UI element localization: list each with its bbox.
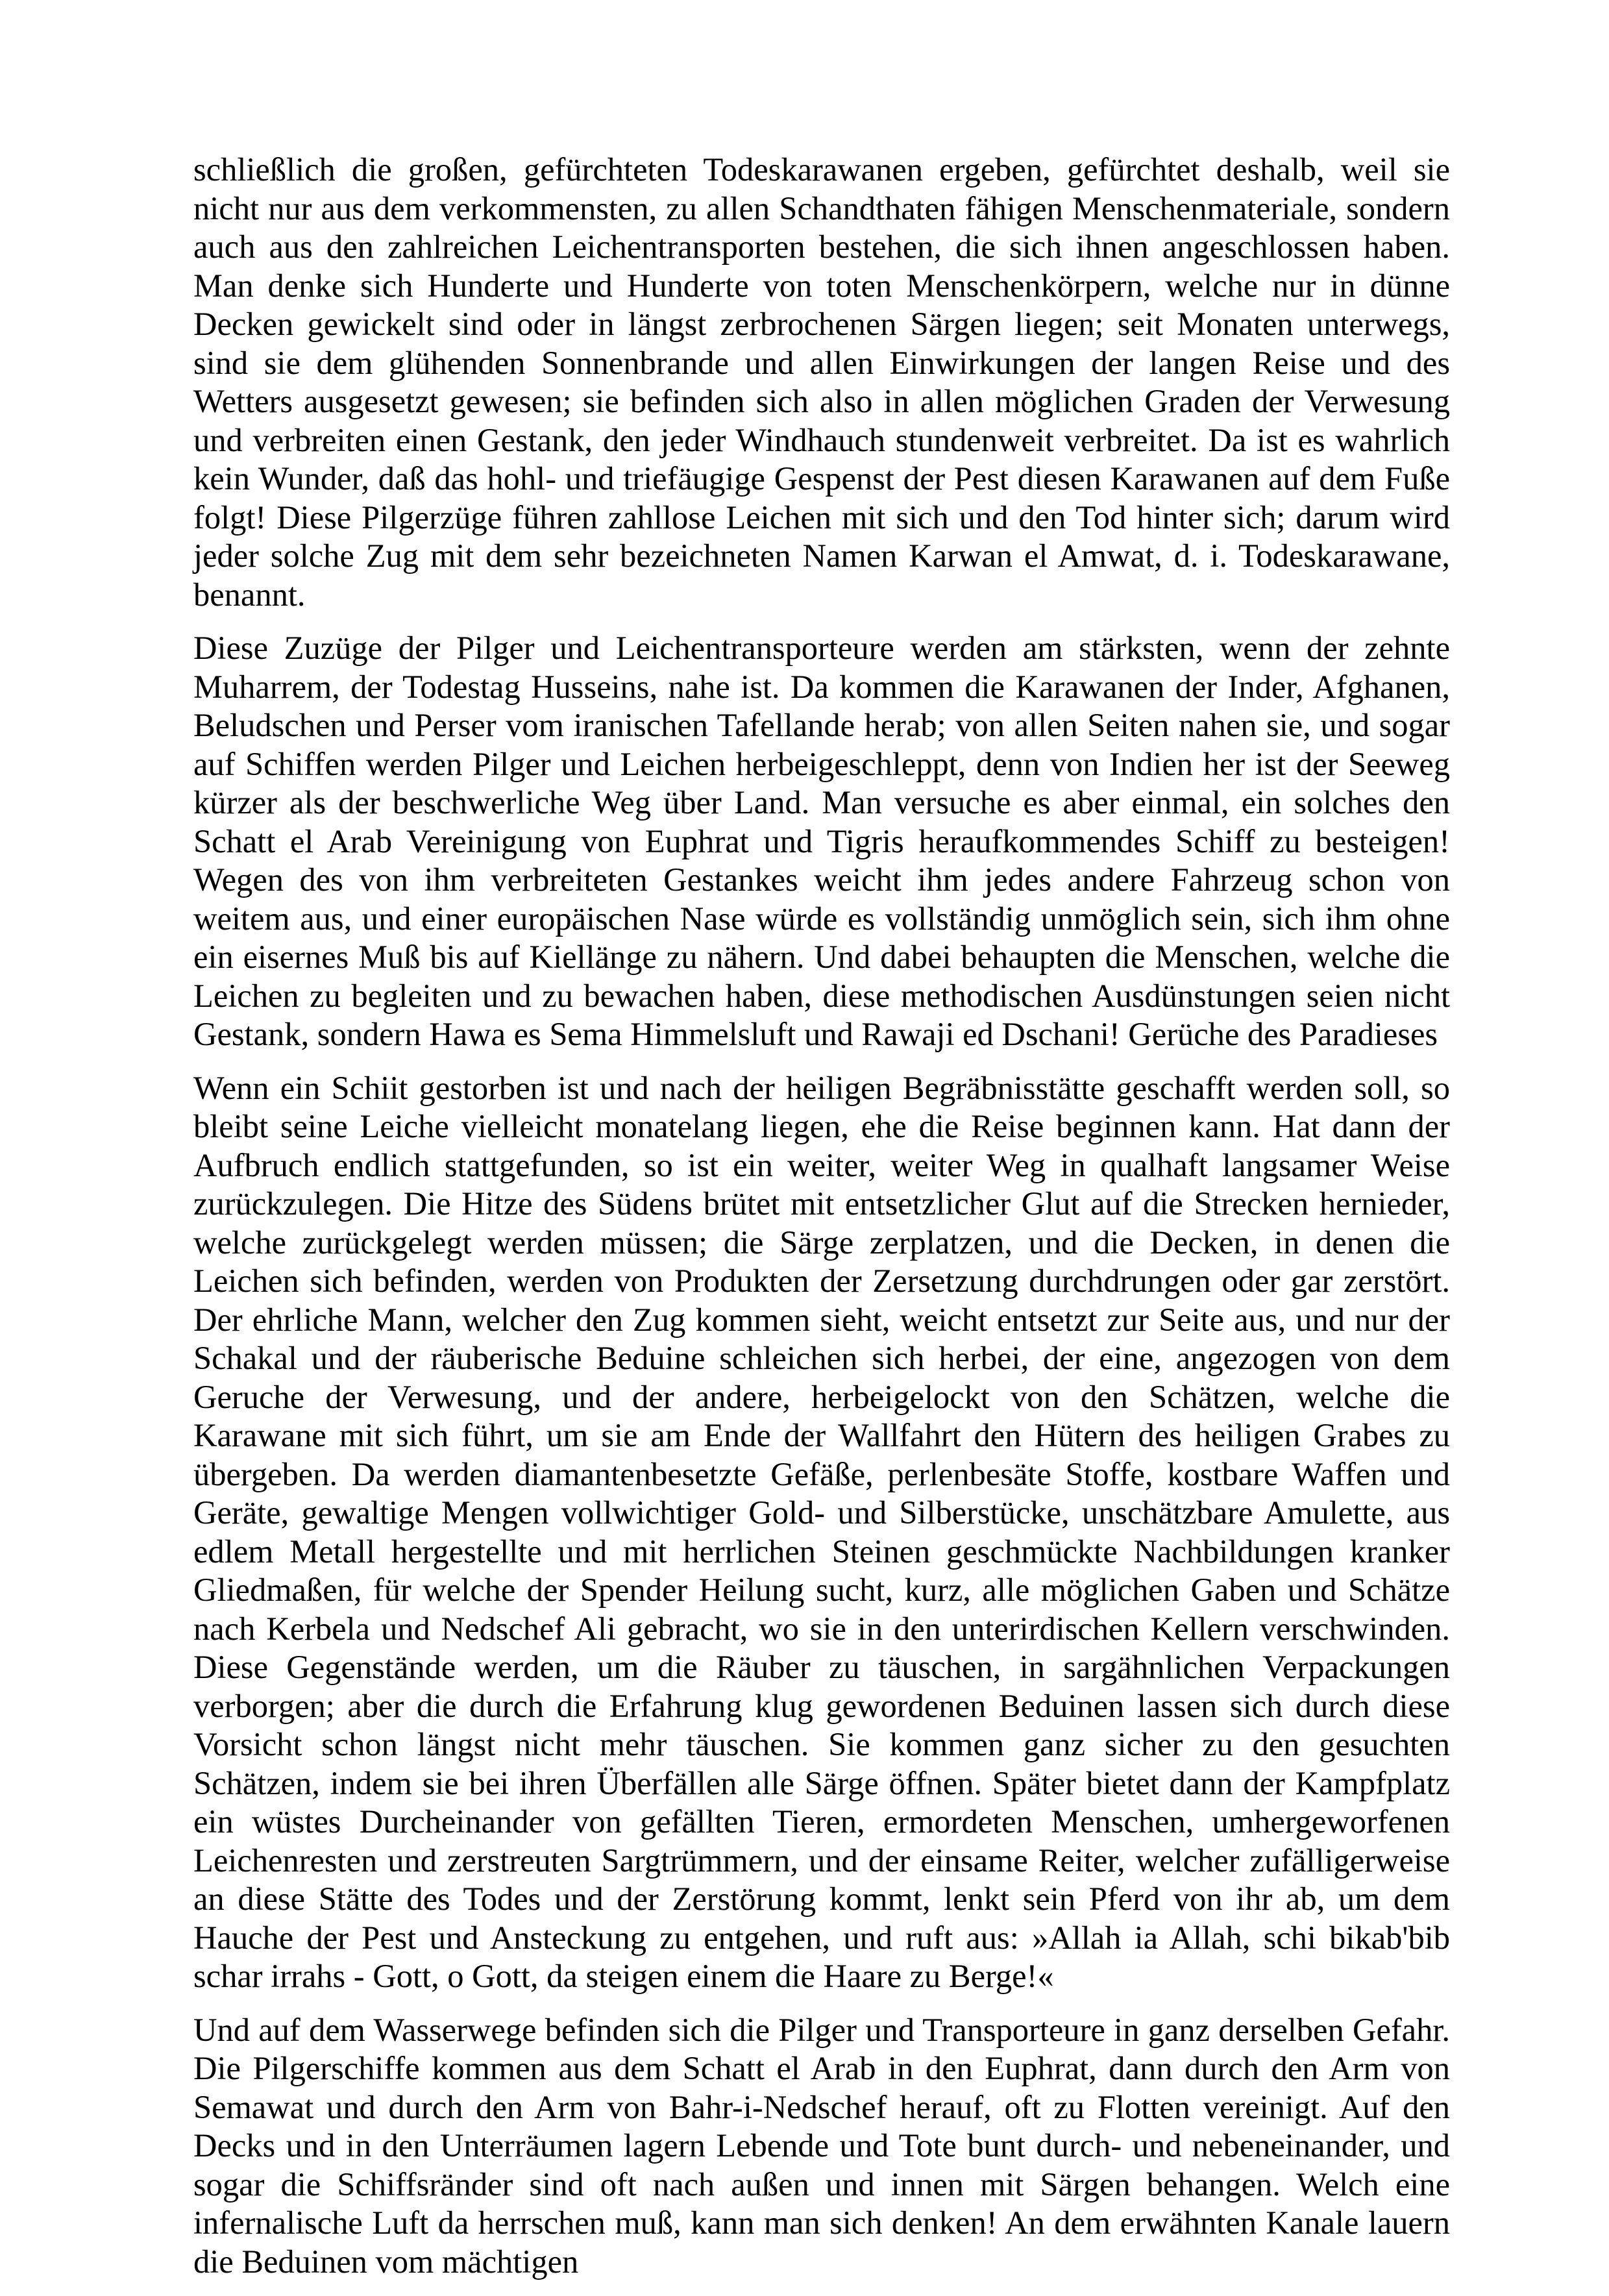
- paragraph-1: schließlich die großen, gefürchteten Todeskarawanen ergeben, gefürchtet deshalb, weil sie nicht nur aus dem verkommensten, zu allen Schandthaten fähigen Menschenmateriale, sondern auch aus den zahlreichen Leichentransporten bestehen, die sich ihnen angeschlossen haben. Man denke sich Hunderte und Hunderte von toten Menschenkörpern, welche nur in dünne Decken gewickelt sind oder in längst zerbrochenen Särgen liegen; seit Monaten unterwegs, sind sie dem glühenden Sonnenbrande und allen Einwirkungen der langen Reise und des Wetters ausgesetzt gewesen; sie befinden sich also in allen möglichen Graden der Verwesung und verbreiten einen Gestank, den jeder Windhauch stundenweit verbreitet. Da ist es wahrlich kein Wunder, daß das hohl- und triefäugige Gespenst der Pest diesen Karawanen auf dem Fuße folgt! Diese Pilgerzüge führen zahllose Leichen mit sich und den Tod hinter sich; darum wird jeder solche Zug mit dem sehr bezeichneten Namen Karwan el Amwat, d. i. Todeskarawane, benannt.: [193, 151, 1450, 613]
- paragraph-4: Und auf dem Wasserwege befinden sich die Pilger und Transporteure in ganz derselben Gefahr. Die Pilgerschiffe kommen aus dem Schatt el Arab in den Euphrat, dann durch den Arm von Semawat und durch den Arm von Bahr-i-Nedschef herauf, oft zu Flotten vereinigt. Auf den Decks und in den Unterräumen lagern Lebende und Tote bunt durch- und nebeneinander, und sogar die Schiffsränder sind oft nach außen und innen mit Särgen behangen. Welch eine infernalische Luft da herrschen muß, kann man sich denken! An dem erwähnten Kanale lauern die Beduinen vom mächtigen: [193, 2011, 1450, 2280]
- paragraph-3: Wenn ein Schiit gestorben ist und nach der heiligen Begräbnisstätte geschafft werden soll, so bleibt seine Leiche vielleicht monatelang liegen, ehe die Reise beginnen kann. Hat dann der Aufbruch endlich stattgefunden, so ist ein weiter, weiter Weg in qualhaft langsamer Weise zurückzulegen. Die Hitze des Südens brütet mit entsetzlicher Glut auf die Strecken hernieder, welche zurückgelegt werden müssen; die Särge zerplatzen, und die Decken, in denen die Leichen sich befinden, werden von Produkten der Zersetzung durchdrungen oder gar zerstört. Der ehrliche Mann, welcher den Zug kommen sieht, weicht entsetzt zur Seite aus, und nur der Schakal und der räuberische Beduine schleichen sich herbei, der eine, angezogen von dem Geruche der Verwesung, und der andere, herbeigelockt von den Schätzen, welche die Karawane mit sich führt, um sie am Ende der Wallfahrt den Hütern des heiligen Grabes zu übergeben. Da werden diamantenbesetzte Gefäße, perlenbesäte Stoffe, kostbare Waffen und Geräte, gewaltige Mengen vollwichtiger Gold- und Silberstücke, unschätzbare Amulette, aus edlem Metall hergestellte und mit herrlichen Steinen geschmückte Nachbildungen kranker Gliedmaßen, für welche der Spender Heilung sucht, kurz, alle möglichen Gaben und Schätze nach Kerbela und Nedschef Ali gebracht, wo sie in den unterirdischen Kellern verschwinden. Diese Gegenstände werden, um die Räuber zu täuschen, in sargähnlichen Verpackungen verborgen; aber die durch die Erfahrung klug gewordenen Beduinen lassen sich durch diese Vorsicht schon längst nicht mehr täuschen. Sie kommen ganz sicher zu den gesuchten Schätzen, indem sie bei ihren Überfällen alle Särge öffnen. Später bietet dann der Kampfplatz ein wüstes Durcheinander von gefällten Tieren, ermordeten Menschen, umhergeworfenen Leichenresten und zerstreuten Sargtrümmern, und der einsame Reiter, welcher zufälligerweise an diese Stätte des Todes und der Zerstörung kommt, lenkt sein Pferd von ihr ab, um dem Hauche der Pest und Ansteckung zu entgehen, und ruft aus: »Allah ia Allah, schi bikab'bib schar irrahs - Gott, o Gott, da steigen einem die Haare zu Berge!«: [193, 1069, 1450, 1994]
- body-text: [193, 151, 1450, 2296]
- paragraph-2: Diese Zuzüge der Pilger und Leichentransporteure werden am stärksten, wenn der zehnte Muharrem, der Todestag Husseins, nahe ist. Da kommen die Karawanen der Inder, Afghanen, Beludschen und Perser vom iranischen Tafellande herab; von allen Seiten nahen sie, und sogar auf Schiffen werden Pilger und Leichen herbeigeschleppt, denn von Indien her ist der Seeweg kürzer als der beschwerliche Weg über Land. Man versuche es aber einmal, ein solches den Schatt el Arab Vereinigung von Euphrat und Tigris heraufkommendes Schiff zu besteigen! Wegen des von ihm verbreiteten Gestankes weicht ihm jedes andere Fahrzeug schon von weitem aus, und einer europäischen Nase würde es vollständig unmöglich sein, sich ihm ohne ein eisernes Muß bis auf Kiellänge zu nähern. Und dabei behaupten die Menschen, welche die Leichen zu begleiten und zu bewachen haben, diese methodischen Ausdünstungen seien nicht Gestank, sondern Hawa es Sema Himmelsluft und Rawaji ed Dschani! Gerüche des Paradieses: [193, 630, 1450, 1052]
